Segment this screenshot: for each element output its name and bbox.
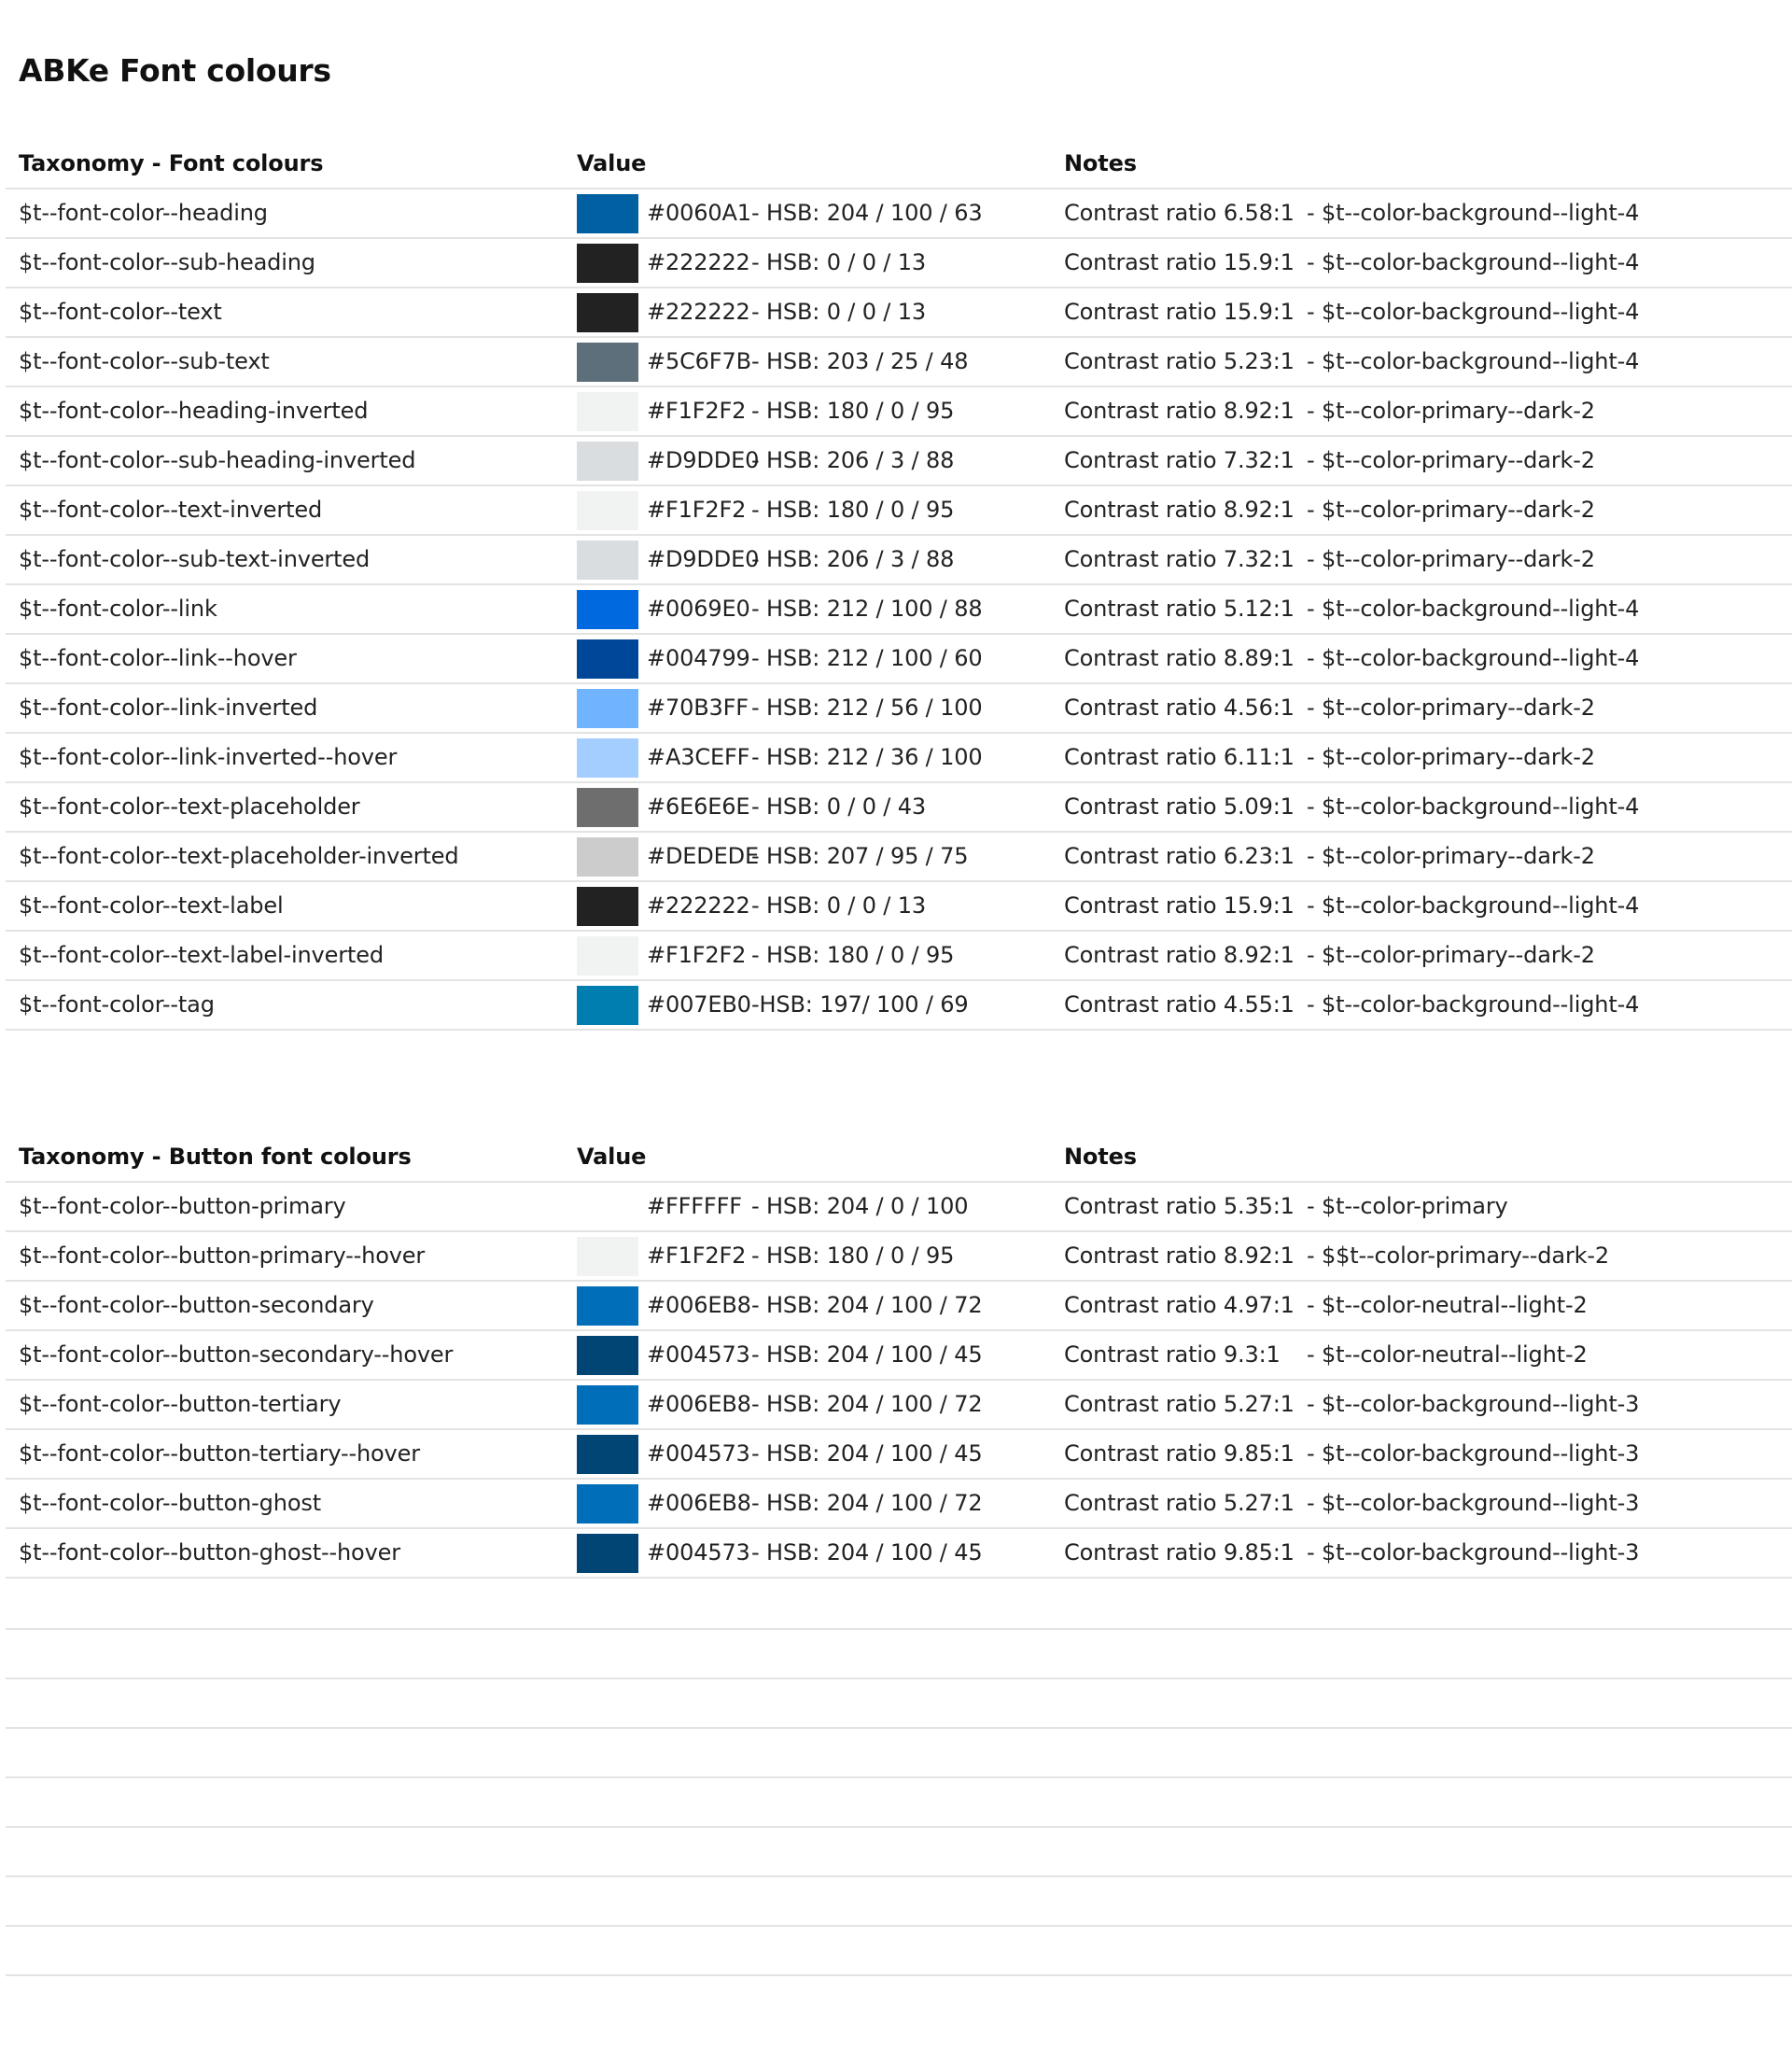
- hex-value: #F1F2F2: [647, 497, 747, 523]
- token-name: $t--font-color--link: [19, 596, 217, 622]
- background-reference: - $t--color-background--light-4: [1307, 200, 1640, 226]
- colour-swatch: [577, 1286, 638, 1326]
- colour-swatch: [577, 442, 638, 481]
- hsb-value: - HSB: 212 / 100 / 60: [751, 645, 983, 671]
- hex-value: #6E6E6E: [647, 793, 750, 820]
- table-row: [0, 684, 1792, 734]
- hsb-value: - HSB: 206 / 3 / 88: [751, 546, 955, 572]
- colour-swatch: [577, 1385, 638, 1425]
- empty-row: [0, 1778, 1792, 1828]
- contrast-ratio: Contrast ratio 9.3:1: [1064, 1341, 1281, 1368]
- empty-row: [0, 1877, 1792, 1927]
- hex-value: #FFFFFF: [647, 1193, 742, 1219]
- empty-row: [0, 1630, 1792, 1679]
- background-reference: - $t--color-background--light-3: [1307, 1490, 1640, 1516]
- value-column-header: Value: [577, 150, 647, 176]
- background-reference: - $t--color-background--light-3: [1307, 1539, 1640, 1566]
- colour-swatch: [577, 689, 638, 728]
- token-name: $t--font-color--link--hover: [19, 645, 297, 671]
- empty-row: [0, 1679, 1792, 1729]
- hsb-value: -HSB: 197/ 100 / 69: [751, 991, 969, 1018]
- hex-value: #0060A1: [647, 200, 751, 226]
- table-row: [0, 783, 1792, 833]
- hsb-value: - HSB: 180 / 0 / 95: [751, 398, 955, 424]
- table-row: [0, 1381, 1792, 1430]
- contrast-ratio: Contrast ratio 5.09:1: [1064, 793, 1295, 820]
- contrast-ratio: Contrast ratio 5.27:1: [1064, 1391, 1295, 1417]
- table-row: [0, 1232, 1792, 1282]
- contrast-ratio: Contrast ratio 5.12:1: [1064, 596, 1295, 622]
- table-row: [0, 981, 1792, 1031]
- token-name: $t--font-color--text-label-inverted: [19, 942, 384, 968]
- hsb-value: - HSB: 203 / 25 / 48: [751, 348, 969, 374]
- contrast-ratio: Contrast ratio 9.85:1: [1064, 1440, 1295, 1467]
- background-reference: - $t--color-primary--dark-2: [1307, 744, 1595, 770]
- colour-swatch: [577, 293, 638, 332]
- background-reference: - $t--color-background--light-4: [1307, 892, 1640, 919]
- background-reference: - $t--color-background--light-4: [1307, 645, 1640, 671]
- hsb-value: - HSB: 204 / 0 / 100: [751, 1193, 969, 1219]
- table-row: [0, 585, 1792, 635]
- table-row: [0, 1282, 1792, 1331]
- button-font-colours-header-row: [0, 1133, 1792, 1183]
- hsb-value: - HSB: 206 / 3 / 88: [751, 447, 955, 473]
- colour-swatch: [577, 1435, 638, 1474]
- token-name: $t--font-color--button-primary: [19, 1193, 346, 1219]
- hex-value: #007EB0: [647, 991, 751, 1018]
- hex-value: #5C6F7B: [647, 348, 751, 374]
- background-reference: - $t--color-primary: [1307, 1193, 1508, 1219]
- background-reference: - $$t--color-primary--dark-2: [1307, 1243, 1610, 1269]
- token-name: $t--font-color--button-secondary--hover: [19, 1341, 454, 1368]
- hsb-value: - HSB: 0 / 0 / 13: [751, 299, 926, 325]
- background-reference: - $t--color-background--light-3: [1307, 1440, 1640, 1467]
- hsb-value: - HSB: 0 / 0 / 13: [751, 892, 926, 919]
- contrast-ratio: Contrast ratio 15.9:1: [1064, 892, 1295, 919]
- contrast-ratio: Contrast ratio 15.9:1: [1064, 249, 1295, 275]
- colour-swatch: [577, 738, 638, 778]
- table-row: [0, 486, 1792, 536]
- background-reference: - $t--color-background--light-4: [1307, 249, 1640, 275]
- table-row: [0, 1183, 1792, 1232]
- token-name: $t--font-color--button-primary--hover: [19, 1243, 426, 1269]
- contrast-ratio: Contrast ratio 15.9:1: [1064, 299, 1295, 325]
- hsb-value: - HSB: 204 / 100 / 45: [751, 1341, 983, 1368]
- contrast-ratio: Contrast ratio 4.55:1: [1064, 991, 1295, 1018]
- table-row: [0, 1331, 1792, 1381]
- font-colours-header-row: [0, 140, 1792, 190]
- contrast-ratio: Contrast ratio 8.89:1: [1064, 645, 1295, 671]
- background-reference: - $t--color-primary--dark-2: [1307, 695, 1595, 721]
- hsb-value: - HSB: 212 / 100 / 88: [751, 596, 983, 622]
- token-name: $t--font-color--text-inverted: [19, 497, 323, 523]
- colour-swatch: [577, 1187, 638, 1227]
- token-name: $t--font-color--text-placeholder: [19, 793, 360, 820]
- token-name: $t--font-color--sub-text-inverted: [19, 546, 371, 572]
- empty-row: [0, 1580, 1792, 1630]
- hex-value: #DEDEDE: [647, 843, 759, 869]
- background-reference: - $t--color-background--light-4: [1307, 299, 1640, 325]
- hex-value: #006EB8: [647, 1292, 751, 1318]
- background-reference: - $t--color-neutral--light-2: [1307, 1292, 1588, 1318]
- hsb-value: - HSB: 180 / 0 / 95: [751, 942, 955, 968]
- colour-swatch: [577, 244, 638, 283]
- hsb-value: - HSB: 0 / 0 / 43: [751, 793, 926, 820]
- notes-column-header: Notes: [1064, 1144, 1137, 1170]
- token-name: $t--font-color--heading: [19, 200, 268, 226]
- table-row: [0, 1430, 1792, 1480]
- colour-swatch: [577, 343, 638, 382]
- token-name: $t--font-color--link-inverted--hover: [19, 744, 398, 770]
- colour-swatch: [577, 491, 638, 530]
- background-reference: - $t--color-background--light-4: [1307, 991, 1640, 1018]
- table-row: [0, 190, 1792, 239]
- hex-value: #222222: [647, 892, 750, 919]
- colour-swatch: [577, 1336, 638, 1375]
- background-reference: - $t--color-background--light-3: [1307, 1391, 1640, 1417]
- hsb-value: - HSB: 204 / 100 / 72: [751, 1490, 983, 1516]
- taxonomy-column-header: Taxonomy - Button font colours: [19, 1144, 412, 1170]
- notes-column-header: Notes: [1064, 150, 1137, 176]
- colour-swatch: [577, 194, 638, 233]
- background-reference: - $t--color-primary--dark-2: [1307, 843, 1595, 869]
- token-name: $t--font-color--heading-inverted: [19, 398, 369, 424]
- background-reference: - $t--color-background--light-4: [1307, 793, 1640, 820]
- contrast-ratio: Contrast ratio 5.27:1: [1064, 1490, 1295, 1516]
- background-reference: - $t--color-neutral--light-2: [1307, 1341, 1588, 1368]
- colour-swatch: [577, 639, 638, 679]
- hex-value: #004573: [647, 1341, 750, 1368]
- table-row: [0, 536, 1792, 585]
- background-reference: - $t--color-background--light-4: [1307, 348, 1640, 374]
- hsb-value: - HSB: 204 / 100 / 72: [751, 1292, 983, 1318]
- colour-swatch: [577, 1534, 638, 1573]
- hsb-value: - HSB: 204 / 100 / 72: [751, 1391, 983, 1417]
- hsb-value: - HSB: 204 / 100 / 45: [751, 1440, 983, 1467]
- hsb-value: - HSB: 0 / 0 / 13: [751, 249, 926, 275]
- hex-value: #F1F2F2: [647, 1243, 747, 1269]
- hsb-value: - HSB: 212 / 36 / 100: [751, 744, 983, 770]
- table-row: [0, 882, 1792, 932]
- token-name: $t--font-color--button-tertiary--hover: [19, 1440, 420, 1467]
- background-reference: - $t--color-primary--dark-2: [1307, 447, 1595, 473]
- taxonomy-column-header: Taxonomy - Font colours: [19, 150, 324, 176]
- row-divider: [6, 1029, 1792, 1031]
- token-name: $t--font-color--text: [19, 299, 222, 325]
- hex-value: #004573: [647, 1440, 750, 1467]
- token-name: $t--font-color--button-ghost: [19, 1490, 321, 1516]
- colour-swatch: [577, 392, 638, 431]
- hex-value: #004573: [647, 1539, 750, 1566]
- empty-row: [0, 1729, 1792, 1778]
- colour-swatch: [577, 887, 638, 926]
- hex-value: #D9DDE0: [647, 447, 760, 473]
- contrast-ratio: Contrast ratio 8.92:1: [1064, 497, 1295, 523]
- hex-value: #0069E0: [647, 596, 750, 622]
- background-reference: - $t--color-primary--dark-2: [1307, 398, 1595, 424]
- table-row: [0, 338, 1792, 387]
- hex-value: #006EB8: [647, 1490, 751, 1516]
- token-name: $t--font-color--sub-heading-inverted: [19, 447, 416, 473]
- hex-value: #222222: [647, 299, 750, 325]
- background-reference: - $t--color-primary--dark-2: [1307, 497, 1595, 523]
- empty-row: [0, 1828, 1792, 1877]
- colour-swatch: [577, 590, 638, 629]
- contrast-ratio: Contrast ratio 9.85:1: [1064, 1539, 1295, 1566]
- table-row: [0, 833, 1792, 882]
- contrast-ratio: Contrast ratio 8.92:1: [1064, 1243, 1295, 1269]
- empty-row: [0, 1927, 1792, 1976]
- contrast-ratio: Contrast ratio 6.58:1: [1064, 200, 1295, 226]
- hsb-value: - HSB: 207 / 95 / 75: [751, 843, 969, 869]
- colour-swatch: [577, 788, 638, 827]
- colour-swatch: [577, 1484, 638, 1523]
- contrast-ratio: Contrast ratio 4.56:1: [1064, 695, 1295, 721]
- contrast-ratio: Contrast ratio 8.92:1: [1064, 942, 1295, 968]
- hex-value: #222222: [647, 249, 750, 275]
- token-name: $t--font-color--text-label: [19, 892, 284, 919]
- token-name: $t--font-color--tag: [19, 991, 215, 1018]
- token-name: $t--font-color--text-placeholder-inverted: [19, 843, 459, 869]
- font-colours-table: [0, 140, 1792, 1031]
- contrast-ratio: Contrast ratio 7.32:1: [1064, 546, 1295, 572]
- token-name: $t--font-color--link-inverted: [19, 695, 318, 721]
- hex-value: #006EB8: [647, 1391, 751, 1417]
- colour-swatch: [577, 936, 638, 976]
- hex-value: #D9DDE0: [647, 546, 760, 572]
- token-name: $t--font-color--sub-heading: [19, 249, 315, 275]
- row-divider: [6, 1974, 1792, 1976]
- background-reference: - $t--color-primary--dark-2: [1307, 546, 1595, 572]
- table-row: [0, 239, 1792, 288]
- table-row: [0, 734, 1792, 783]
- token-name: $t--font-color--button-tertiary: [19, 1391, 342, 1417]
- colour-swatch: [577, 541, 638, 580]
- hex-value: #F1F2F2: [647, 942, 747, 968]
- table-row: [0, 387, 1792, 437]
- colour-swatch: [577, 986, 638, 1025]
- colour-swatch: [577, 837, 638, 877]
- hsb-value: - HSB: 204 / 100 / 45: [751, 1539, 983, 1566]
- empty-table-rows: [0, 1580, 1792, 1976]
- token-name: $t--font-color--button-ghost--hover: [19, 1539, 400, 1566]
- table-row: [0, 288, 1792, 338]
- table-row: [0, 437, 1792, 486]
- hsb-value: - HSB: 212 / 56 / 100: [751, 695, 983, 721]
- table-row: [0, 1480, 1792, 1529]
- hex-value: #70B3FF: [647, 695, 749, 721]
- hex-value: #004799: [647, 645, 750, 671]
- hsb-value: - HSB: 180 / 0 / 95: [751, 497, 955, 523]
- hsb-value: - HSB: 180 / 0 / 95: [751, 1243, 955, 1269]
- row-divider: [6, 1577, 1792, 1579]
- contrast-ratio: Contrast ratio 5.35:1: [1064, 1193, 1295, 1219]
- token-name: $t--font-color--sub-text: [19, 348, 270, 374]
- contrast-ratio: Contrast ratio 6.11:1: [1064, 744, 1295, 770]
- hsb-value: - HSB: 204 / 100 / 63: [751, 200, 983, 226]
- contrast-ratio: Contrast ratio 6.23:1: [1064, 843, 1295, 869]
- contrast-ratio: Contrast ratio 7.32:1: [1064, 447, 1295, 473]
- colour-swatch: [577, 1237, 638, 1276]
- table-row: [0, 1529, 1792, 1579]
- table-row: [0, 635, 1792, 684]
- contrast-ratio: Contrast ratio 4.97:1: [1064, 1292, 1295, 1318]
- background-reference: - $t--color-background--light-4: [1307, 596, 1640, 622]
- contrast-ratio: Contrast ratio 8.92:1: [1064, 398, 1295, 424]
- token-name: $t--font-color--button-secondary: [19, 1292, 374, 1318]
- table-row: [0, 932, 1792, 981]
- value-column-header: Value: [577, 1144, 647, 1170]
- background-reference: - $t--color-primary--dark-2: [1307, 942, 1595, 968]
- hex-value: #F1F2F2: [647, 398, 747, 424]
- contrast-ratio: Contrast ratio 5.23:1: [1064, 348, 1295, 374]
- hex-value: #A3CEFF: [647, 744, 750, 770]
- page-title: ABKe Font colours: [19, 52, 331, 89]
- button-font-colours-table: [0, 1133, 1792, 1579]
